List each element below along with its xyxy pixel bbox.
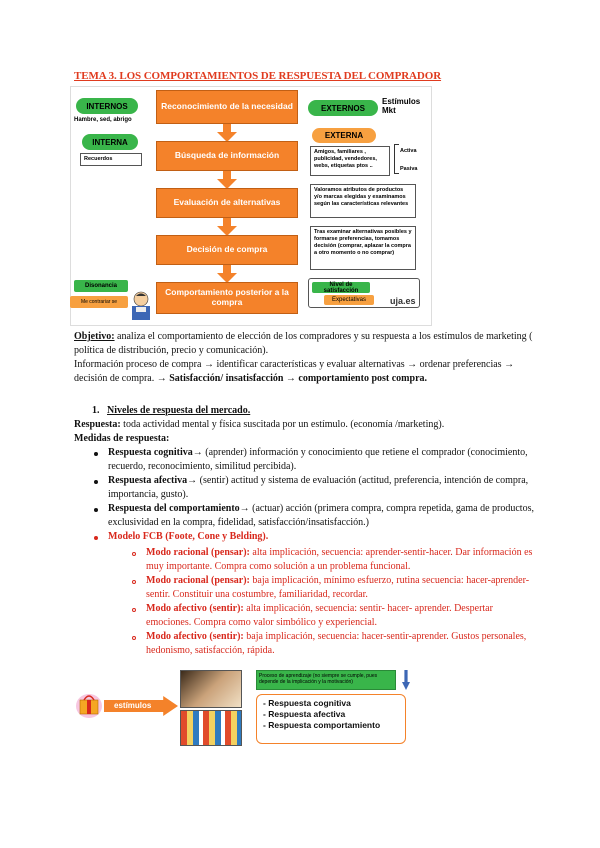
mode-text: baja implicación, secuencia: hacer-sentir-aprender. Gustos personales, hedonismo, satisfacción, rápida.	[146, 631, 527, 656]
fcb-heading: Modelo FCB (Foote, Cone y Belding).	[108, 531, 269, 542]
section-heading	[92, 404, 552, 418]
bullet	[94, 508, 98, 512]
sub-bullet	[132, 552, 136, 556]
sub-bullet	[132, 580, 136, 584]
response-item: - Respuesta comportamiento	[263, 720, 381, 730]
pasiva-label: Pasiva	[400, 166, 418, 172]
interna-sub: Recuerdos	[80, 153, 142, 166]
list-item	[108, 474, 538, 502]
response-item: - Respuesta cognitiva	[263, 698, 351, 708]
decision-box: Tras examinar alternativas posibles y formarse preferencias, tomamos decisión (comprar, aplazar la compra a otro momento o no comprar)	[310, 226, 416, 270]
bullet	[94, 480, 98, 484]
proceso-bold: Satisfacción/ insatisfacción → comportamiento post compra.	[169, 373, 428, 384]
response-text: Respuesta afectiva	[268, 709, 346, 719]
objetivo-paragraph	[74, 330, 534, 386]
item-text: → (aprender) información y conocimiento que retiene el comprador (conocimiento, recuerdo, reconocimiento, similitud percibida).	[108, 447, 528, 472]
down-arrow-icon	[402, 670, 410, 690]
mode-text: alta implicación, secuencia: aprender-sentir-hacer. Dar información es muy importante. Compra como solución a un problema funcional.	[146, 547, 533, 572]
purchase-process-diagram	[70, 86, 432, 326]
page-title: TEMA 3. LOS COMPORTAMIENTOS DE RESPUESTA DEL COMPRADOR	[74, 70, 442, 82]
worried-person-icon	[128, 290, 154, 320]
proceso-text: Información proceso de compra → identificar características y evaluar alternativas → ordenar preferencias → decisión de compra. →	[74, 359, 515, 384]
bracket	[394, 144, 399, 174]
disonancia-tag: Disonancia	[74, 280, 128, 292]
photo-family	[180, 670, 242, 708]
bullet	[94, 452, 98, 456]
uja-logo: uja.es	[390, 296, 416, 306]
internos-sub: Hambre, sed, abrigo	[74, 117, 132, 123]
objetivo-text: analiza el comportamiento de elección de los compradores y su respuesta a los estímulos de marketing ( política de distribución, precio y comunicación).	[74, 331, 533, 356]
step-decision: Decisión de compra	[156, 235, 298, 265]
item-label: Respuesta afectiva	[108, 475, 188, 486]
item-label: Respuesta del comportamiento	[108, 503, 240, 514]
stimulus-response-illustration	[74, 668, 414, 748]
section-number: 1.	[92, 405, 100, 416]
respuesta-label: Respuesta:	[74, 419, 121, 430]
objetivo-label: Objetivo:	[74, 331, 115, 342]
externos-tag: EXTERNOS	[308, 100, 378, 116]
response-text: Respuesta comportamiento	[268, 720, 381, 730]
item-text: → (actuar) acción (primera compra, compra repetida, gama de productos, exclusividad en la compra, fidelidad, satisfacción/insatisfacción.)	[108, 503, 534, 528]
respuesta-text: toda actividad mental y física suscitada por un estímulo. (economía /marketing).	[120, 419, 445, 430]
list-item	[108, 446, 538, 474]
estimulos-label: estímulos	[114, 701, 152, 710]
expectativas-tag: Expectativas	[324, 295, 374, 305]
mode-label: Modo afectivo (sentir):	[146, 631, 244, 642]
respuesta-paragraph	[74, 418, 534, 446]
mode-label: Modo racional (pensar):	[146, 547, 250, 558]
interna-tag: INTERNA	[82, 134, 138, 150]
item-label: Respuesta cognitiva	[108, 447, 193, 458]
response-text: Respuesta cognitiva	[268, 698, 351, 708]
medidas-label: Medidas de respuesta:	[74, 433, 170, 444]
step-reconocimiento: Reconocimiento de la necesidad	[156, 90, 298, 124]
externa-tag: EXTERNA	[312, 128, 376, 143]
section-title: Niveles de respuesta del mercado.	[107, 405, 251, 416]
mode-text: baja implicación, mínimo esfuerzo, rutina secuencia: hacer-aprender- sentir. Constituir una costumbre, familiaridad, recordar.	[146, 575, 530, 600]
response-item: - Respuesta afectiva	[263, 709, 346, 719]
disonancia-sub: Me contrariar se	[70, 296, 128, 308]
step-busqueda: Búsqueda de información	[156, 141, 298, 171]
satisfaccion-tag: Nivel de satisfacción	[312, 282, 370, 293]
sub-bullet	[132, 608, 136, 612]
mode-label: Modo racional (pensar):	[146, 575, 250, 586]
list-item	[108, 502, 538, 530]
bullet	[94, 536, 98, 540]
mode-item	[146, 546, 538, 574]
externos-side: Estímulos Mkt	[382, 97, 421, 115]
mode-item	[146, 574, 538, 602]
step-evaluacion: Evaluación de alternativas	[156, 188, 298, 218]
proceso-box: Proceso de aprendizaje (no siempre se cumple, pues depende de la implicación y la motivación)	[256, 670, 396, 690]
item-text: → (sentir) actitud y sistema de evaluación (actitud, preferencia, intención de compra, importancia, gusto).	[108, 475, 529, 500]
mode-item	[146, 630, 538, 658]
mode-text: alta implicación, secuencia: sentir- hacer- aprender. Despertar emociones. Compra como valor simbólico y experiencial.	[146, 603, 493, 628]
eval-box: Valoramos atributos de productos y/o marcas elegidas y examinamos según las características relevantes	[310, 184, 416, 218]
mode-label: Modo afectivo (sentir):	[146, 603, 244, 614]
gift-icon	[74, 686, 104, 720]
activa-label: Activa	[400, 148, 417, 154]
step-comportamiento: Comportamiento posterior a la compra	[156, 282, 298, 314]
response-list	[256, 694, 406, 744]
externa-sub: Amigos, familiares , publicidad, vendedores, webs, etiquetas ptos ..	[310, 146, 390, 176]
photo-supermarket	[180, 710, 242, 746]
sub-bullet	[132, 636, 136, 640]
mode-item	[146, 602, 538, 630]
internos-tag: INTERNOS	[76, 98, 138, 114]
